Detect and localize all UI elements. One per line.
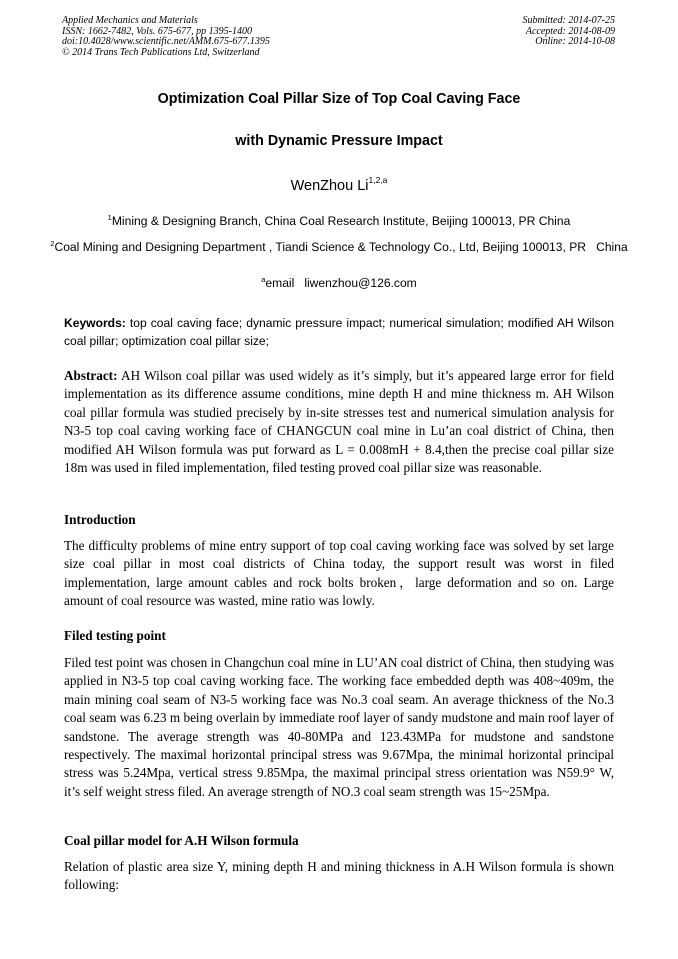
doi-line: doi:10.4028/www.scientific.net/AMM.675-677.1395	[62, 36, 270, 48]
author-affiliation-marks: 1,2,a	[368, 175, 388, 185]
abstract-paragraph	[64, 367, 614, 477]
journal-name: Applied Mechanics and Materials	[62, 15, 198, 26]
affiliation-1	[40, 207, 638, 232]
section-text-introduction: The difficulty problems of mine entry support of top coal caving working face was solved by set large size coal pillar in most coal districts of China today, the support result was worst in filed implementation, large amount cables and rock bolts broken，large deformation and so on. Large amount of coal resource was wasted, mine ratio was lowly.	[64, 538, 614, 609]
email-mark: a	[261, 275, 266, 284]
accepted-date: Accepted: 2014-08-09	[525, 25, 615, 37]
section-heading-introduction: Introduction	[64, 512, 136, 527]
paper-title-line-1: Optimization Coal Pillar Size of Top Coal Caving Face	[157, 91, 521, 107]
copyright-line: © 2014 Trans Tech Publications Ltd, Switzerland	[62, 46, 260, 58]
keywords-paragraph	[64, 314, 614, 351]
abstract-label: Abstract:	[64, 368, 118, 383]
email-line	[0, 275, 678, 290]
section-heading-filed-testing-point: Filed testing point	[64, 628, 166, 643]
online-date: Online: 2014-10-08	[535, 36, 615, 48]
author-name: WenZhou Li	[290, 178, 369, 194]
paper-title-line-2: with Dynamic Pressure Impact	[235, 133, 443, 149]
author-line	[0, 175, 678, 194]
affiliation-2-text: Coal Mining and Designing Department , Tiandi Science & Technology Co., Ltd, Beijing 100013, PR China	[54, 240, 628, 254]
affiliation-2-mark: 2	[50, 239, 55, 248]
affiliation-1-mark: 1	[107, 213, 112, 222]
section-text-coal-pillar-model: Relation of plastic area size Y, mining depth H and mining thickness in A.H Wilson formula is shown following:	[64, 859, 614, 893]
dates-header	[523, 16, 616, 48]
abstract-text: AH Wilson coal pillar was used widely as it’s simply, but it’s appeared large error for field implementation as its difference assume conditions, mine depth H and mine thickness m. AH Wilson coal pillar formula was studied precisely by in-site stresses test and numerical simulation analysis for N3-5 top coal caving working face of CHANGCUN coal mine in Lu’an coal district of China, then modified AH Wilson formula was put forward as L = 0.008mH + 8.4,then the precise coal pillar size 18m was used in filed implementation, filed testing proved coal pillar size was reasonable.	[64, 368, 614, 476]
affiliation-2	[40, 233, 638, 258]
keywords-label: Keywords:	[64, 316, 126, 330]
section-text-filed-testing-point: Filed test point was chosen in Changchun coal mine in LU’AN coal district of China, then studying was applied in N3-5 top coal caving working face. The working face embedded depth was 408~409m, the main mining coal seam of N3-5 working face was No.3 coal seam. An average thickness of the No.3 coal seam was 6.23 m being overlain by immediate roof layer of sandy mudstone and main roof layer of sandstone. The average strength was 40-80MPa and 123.43MPa for mudstone and sandstone respectively. The maximal horizontal principal stress was 9.67Mpa, the minimal horizontal principal stress was 5.24Mpa, vertical stress 9.85Mpa, the maximal principal stress orientation was N59.9° W, it’s self weight stress filed. An average strength of NO.3 coal seam strength was 15~25Mpa.	[64, 655, 614, 799]
keywords-text: top coal caving face; dynamic pressure impact; numerical simulation; modified AH Wilson coal pillar; optimization coal pillar size;	[64, 316, 614, 349]
email-address: liwenzhou@126.com	[304, 276, 417, 290]
issn-line: ISSN: 1662-7482, Vols. 675-677, pp 1395-1400	[62, 25, 252, 37]
journal-header	[62, 16, 270, 58]
submitted-date: Submitted: 2014-07-25	[522, 15, 615, 26]
affiliation-1-text: Mining & Designing Branch, China Coal Research Institute, Beijing 100013, PR China	[111, 214, 571, 228]
email-label: email	[265, 276, 295, 290]
section-heading-coal-pillar-model: Coal pillar model for A.H Wilson formula	[64, 833, 299, 848]
